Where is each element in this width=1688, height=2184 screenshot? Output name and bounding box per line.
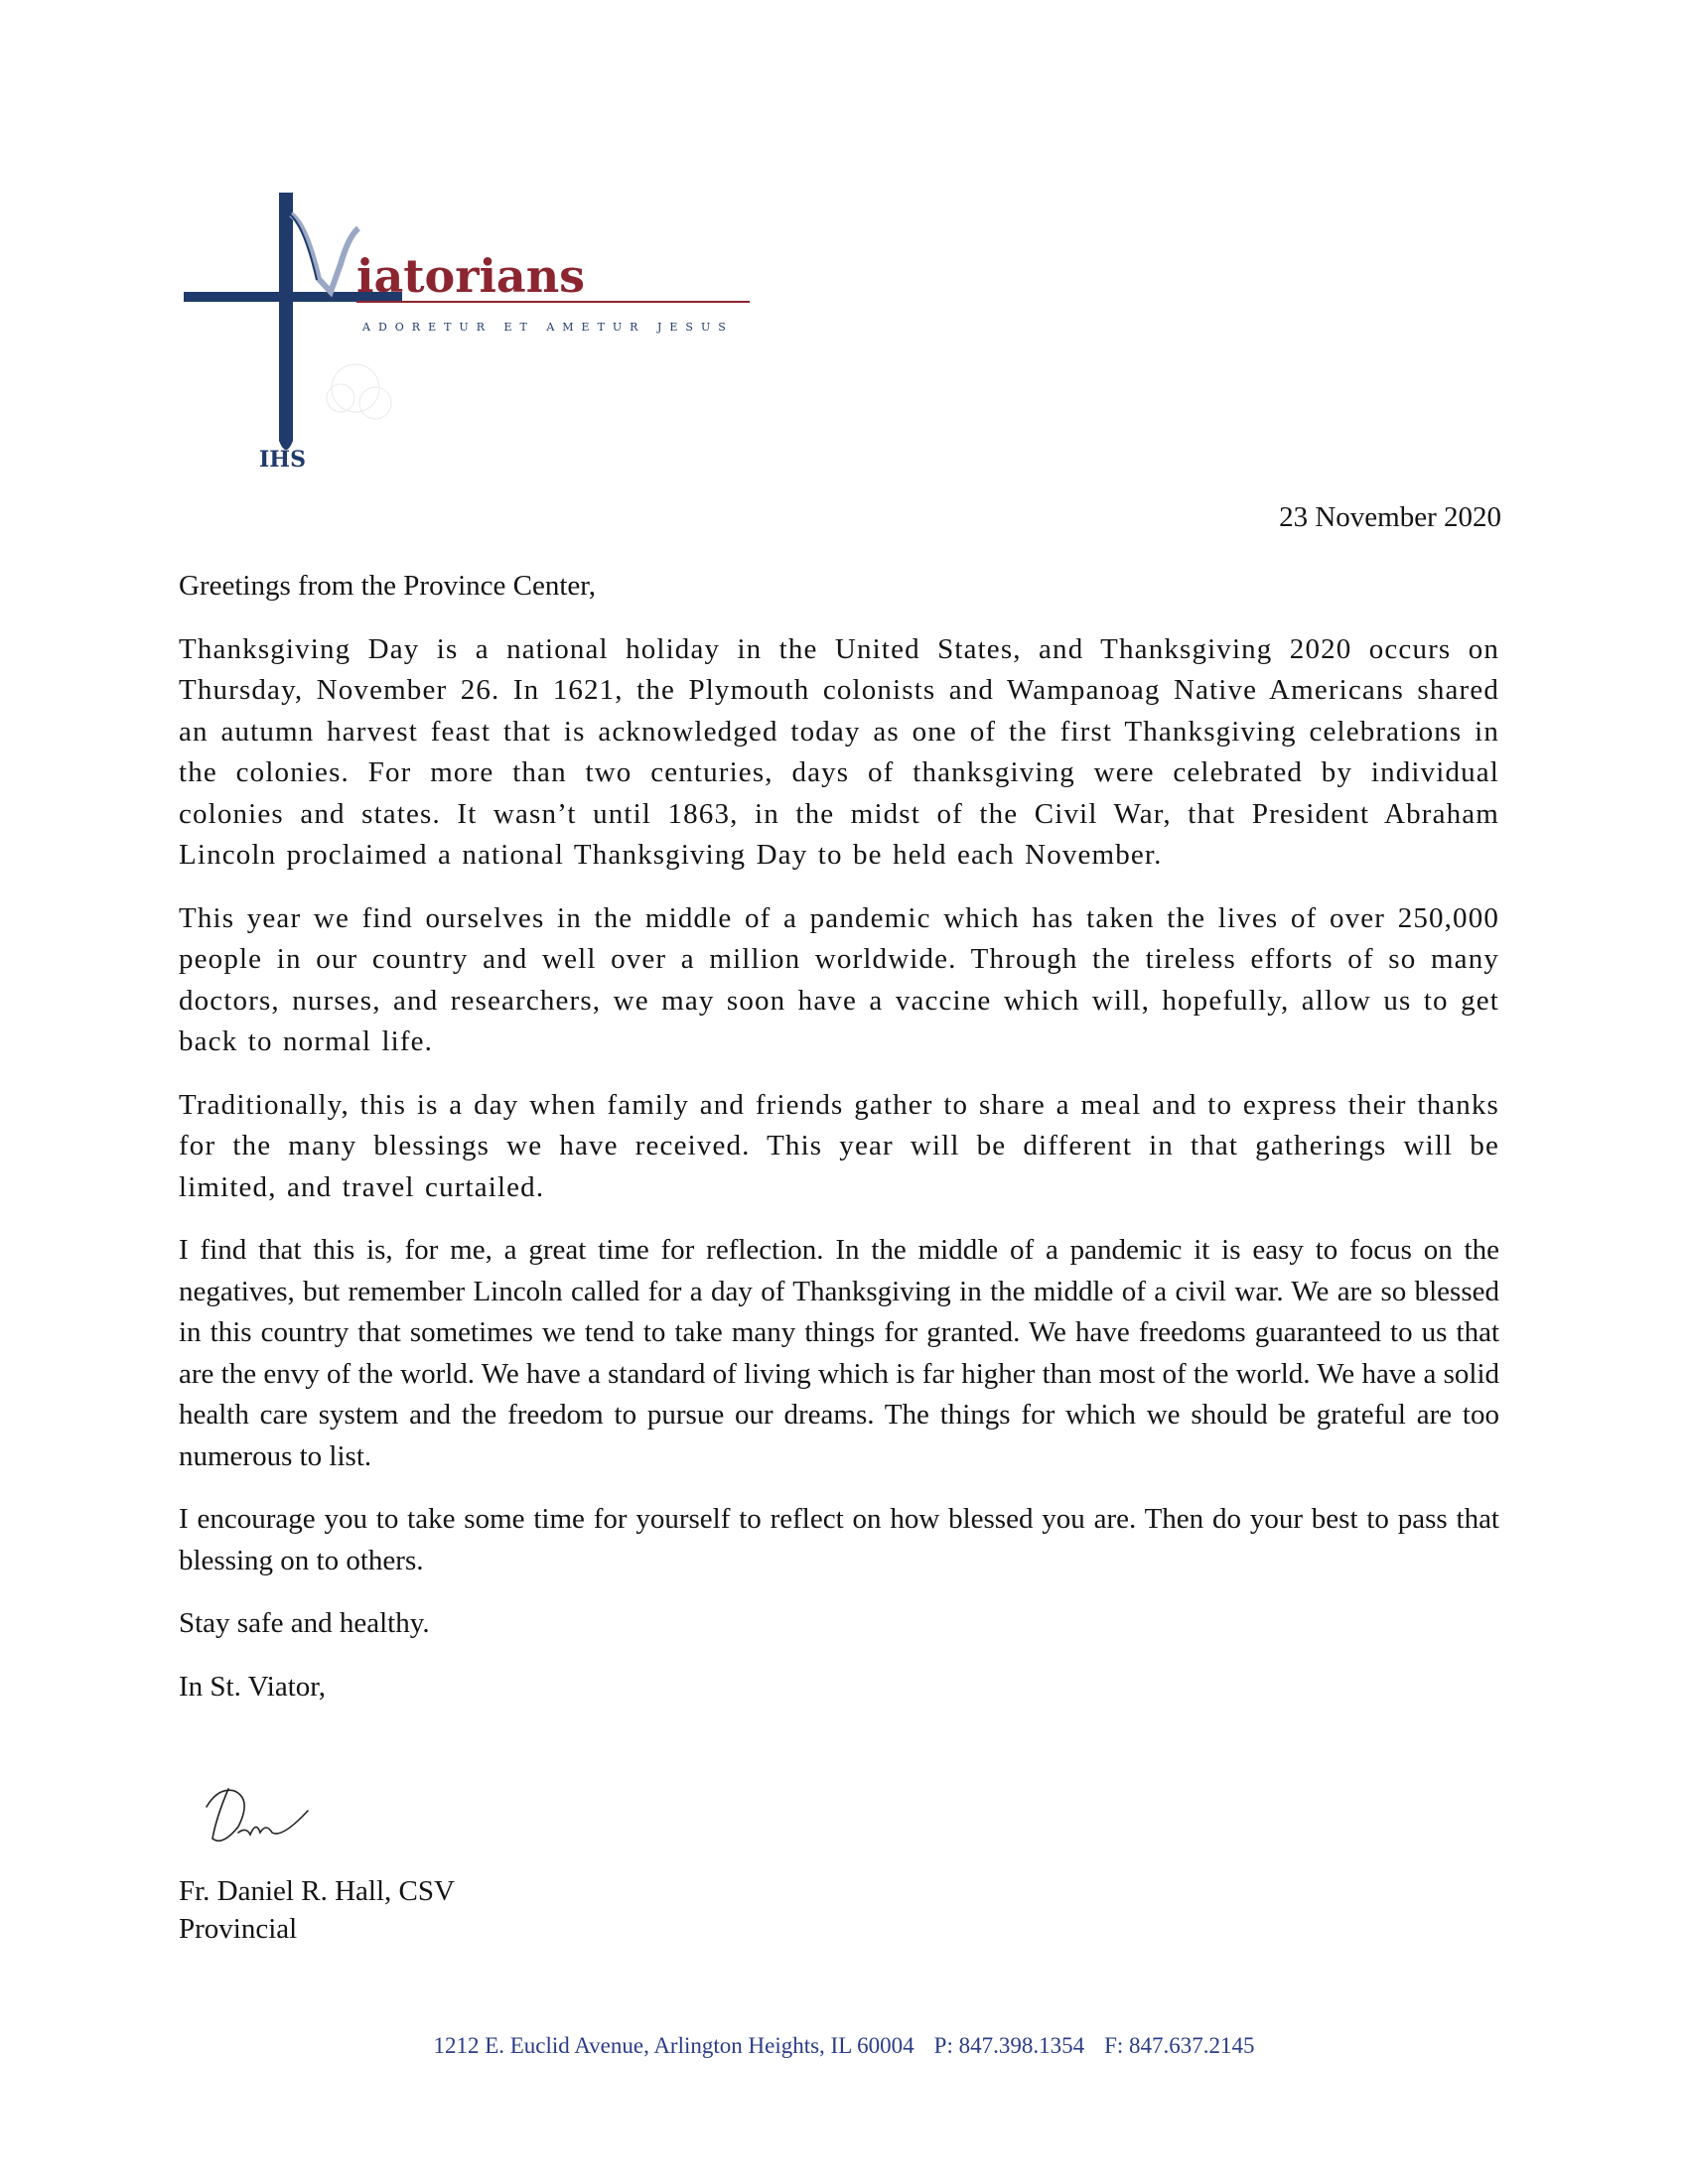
- paragraph: This year we find ourselves in the middle of a pandemic which has taken the lives of over 250,000 people in our country and well over a million worldwide. Through the tireless efforts of so many doctors, nurses, and researchers, we may soon have a vaccine which will, hopefully, allow us to get back to normal life.: [179, 901, 1499, 1057]
- paragraph: I find that this is, for me, a great time for reflection. In the middle of a pandemic it is easy to focus on the negatives, but remember Lincoln called for a day of Thanksgiving in the middle of a civil war. We are so blessed in this country that sometimes we tend to take many things for granted. We have freedoms guaranteed to us that are the envy of the world. We have a standard of living which is far higher than most of the world. We have a solid health care system and the freedom to pursue our dreams. The things for which we should be grateful are too numerous to list.: [179, 1234, 1499, 1472]
- signature-block: [179, 1872, 455, 1948]
- paragraph: Thanksgiving Day is a national holiday in the United States, and Thanksgiving 2020 occurs on Thursday, November 26. In 1621, the Plymouth colonists and Wampanoag Native Americans shared an autumn harvest feast that is acknowledged today as one of the first Thanksgiving celebrations in the colonies. For more than two centuries, days of thanksgiving were celebrated by individual colonies and states. It wasn’t until 1863, in the midst of the Civil War, that President Abraham Lincoln proclaimed a national Thanksgiving Day to be held each November.: [179, 632, 1499, 871]
- footer-address: 1212 E. Euclid Avenue, Arlington Heights, IL 60004: [433, 2033, 914, 2058]
- letter-body: [179, 566, 1499, 1707]
- handwritten-signature: [199, 1777, 328, 1856]
- svg-text:ADORETUR ET AMETUR JESUS: ADORETUR ET AMETUR JESUS: [362, 321, 734, 334]
- letter-date: 23 November 2020: [1279, 501, 1501, 533]
- signatory-name: Fr. Daniel R. Hall, CSV: [179, 1875, 455, 1907]
- footer-phone: P: 847.398.1354: [933, 2033, 1085, 2058]
- signatory-title: Provincial: [179, 1913, 298, 1945]
- closing-line: Stay safe and healthy.: [179, 1607, 430, 1639]
- letterhead-footer: [0, 2033, 1688, 2059]
- paragraph: Traditionally, this is a day when family and friends gather to share a meal and to express their thanks for the many blessings we have received. This year will be different in that gatherings will be limited, and travel curtailed.: [179, 1088, 1499, 1203]
- svg-text:iatorians: iatorians: [356, 249, 586, 303]
- svg-text:IHS: IHS: [259, 447, 306, 473]
- paragraph: I encourage you to take some time for yourself to reflect on how blessed you are. Then do your best to pass that blessing on to others.: [179, 1503, 1499, 1576]
- valediction: In St. Viator,: [179, 1670, 327, 1703]
- viatorians-logo: [182, 185, 758, 473]
- greeting: Greetings from the Province Center,: [179, 570, 597, 602]
- footer-fax: F: 847.637.2145: [1104, 2033, 1255, 2058]
